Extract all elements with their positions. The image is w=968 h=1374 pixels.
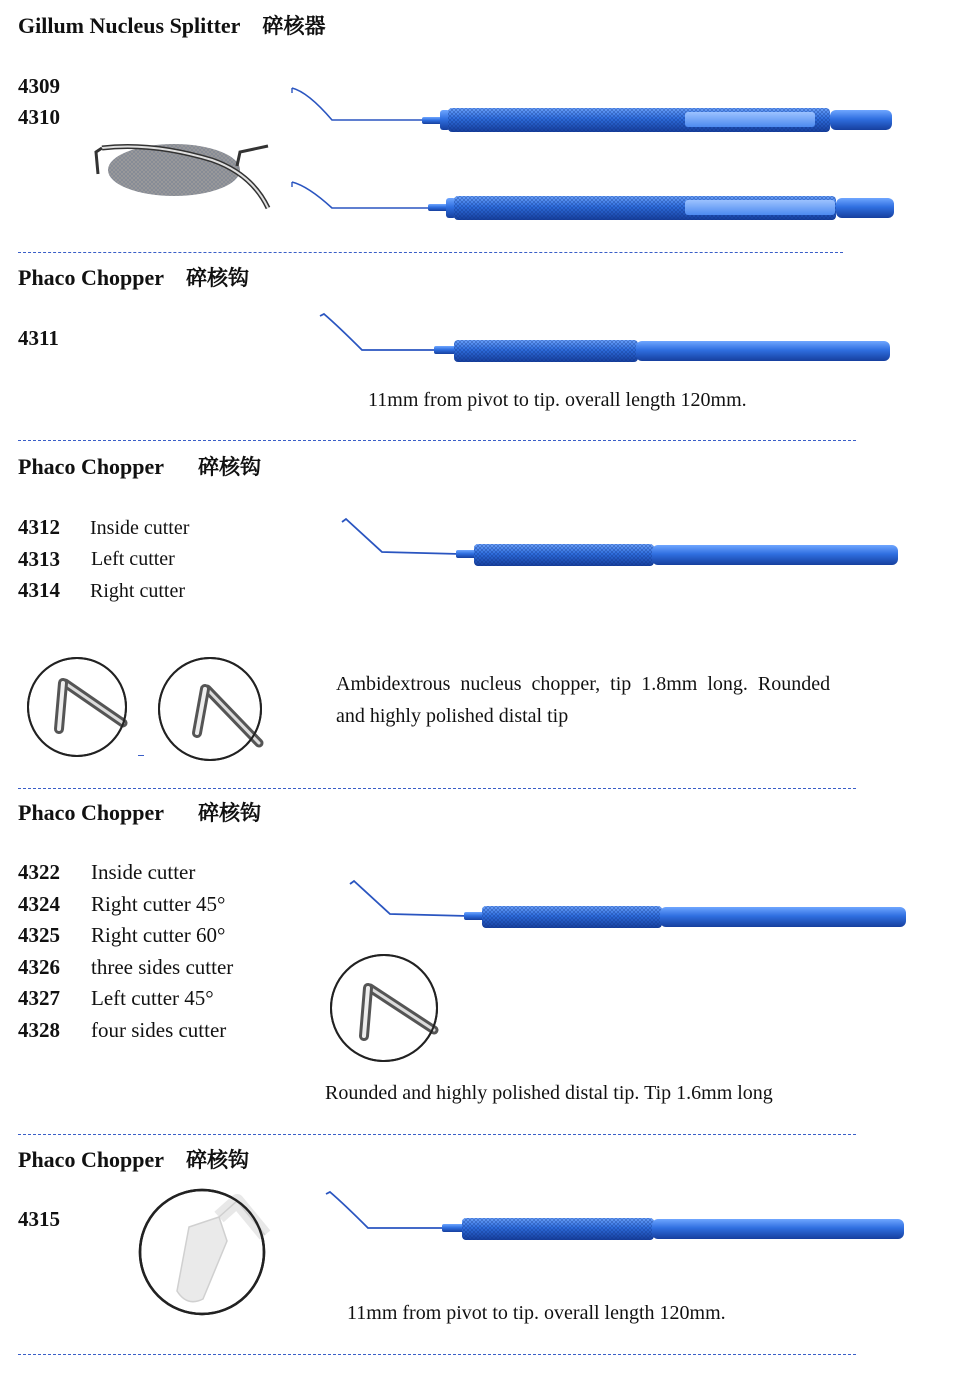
title-en: Gillum Nucleus Splitter xyxy=(18,13,241,38)
section-divider xyxy=(18,1354,856,1355)
product-code: 4311 xyxy=(18,326,59,350)
title-en: Phaco Chopper xyxy=(18,1147,165,1172)
section-divider xyxy=(18,252,843,253)
instrument-4322-image xyxy=(348,878,908,928)
product-label: Inside cutter xyxy=(90,517,190,539)
section-title-phaco-chopper xyxy=(18,1144,249,1174)
note-line: Ambidextrous nucleus chopper, tip 1.8mm long. Rounded xyxy=(336,673,831,695)
tip-detail-icon xyxy=(155,655,265,763)
section-title-gillum xyxy=(18,10,325,40)
splitter-tip-detail-icon xyxy=(92,138,272,214)
section-divider xyxy=(18,440,856,441)
product-label: Right cutter 60° xyxy=(91,923,226,947)
title-en: Phaco Chopper xyxy=(18,800,165,825)
section-divider xyxy=(18,1134,856,1135)
product-code: 4326 xyxy=(18,955,60,979)
product-label: four sides cutter xyxy=(91,1018,227,1042)
product-label: Left cutter xyxy=(91,548,175,570)
underline-mark xyxy=(138,755,144,756)
product-note: 11mm from pivot to tip. overall length 120mm. xyxy=(368,389,747,411)
title-en: Phaco Chopper xyxy=(18,265,165,290)
product-code: 4322 xyxy=(18,860,60,884)
product-label: Right cutter 45° xyxy=(91,892,226,916)
title-cn: 碎核钩 xyxy=(186,1148,250,1172)
instrument-4315-image xyxy=(324,1190,908,1246)
note-line: and highly polished distal tip xyxy=(336,705,569,727)
instrument-4311-image xyxy=(318,312,898,368)
instrument-4312-image xyxy=(340,516,900,566)
tip-detail-icon xyxy=(137,1187,267,1317)
product-code: 4328 xyxy=(18,1018,60,1042)
product-code: 4309 xyxy=(18,74,60,98)
title-cn: 碎核钩 xyxy=(198,455,262,479)
instrument-4309-image xyxy=(290,84,900,136)
tip-detail-icon xyxy=(328,952,440,1064)
title-cn: 碎核钩 xyxy=(198,801,262,825)
section-title-phaco-chopper xyxy=(18,451,261,481)
product-code: 4313 xyxy=(18,547,60,571)
title-en: Phaco Chopper xyxy=(18,454,165,479)
title-cn: 碎核钩 xyxy=(186,266,250,290)
section-divider xyxy=(18,788,856,789)
product-code: 4324 xyxy=(18,892,60,916)
product-label: Right cutter xyxy=(90,580,185,602)
product-code: 4310 xyxy=(18,105,60,129)
product-code: 4325 xyxy=(18,923,60,947)
product-note: 11mm from pivot to tip. overall length 120mm. xyxy=(347,1302,726,1324)
product-note: Rounded and highly polished distal tip. Tip 1.6mm long xyxy=(325,1082,773,1104)
section-title-phaco-chopper xyxy=(18,262,249,292)
product-code: 4315 xyxy=(18,1207,60,1231)
product-label: Left cutter 45° xyxy=(91,986,214,1010)
product-code: 4327 xyxy=(18,986,60,1010)
product-code: 4312 xyxy=(18,515,60,539)
section-title-phaco-chopper xyxy=(18,797,261,827)
instrument-4310-image xyxy=(290,178,900,224)
title-cn: 碎核器 xyxy=(262,14,326,38)
product-code: 4314 xyxy=(18,578,60,602)
product-note xyxy=(336,673,856,696)
product-label: three sides cutter xyxy=(91,955,234,979)
product-label: Inside cutter xyxy=(91,860,196,884)
tip-detail-icon xyxy=(25,655,129,759)
